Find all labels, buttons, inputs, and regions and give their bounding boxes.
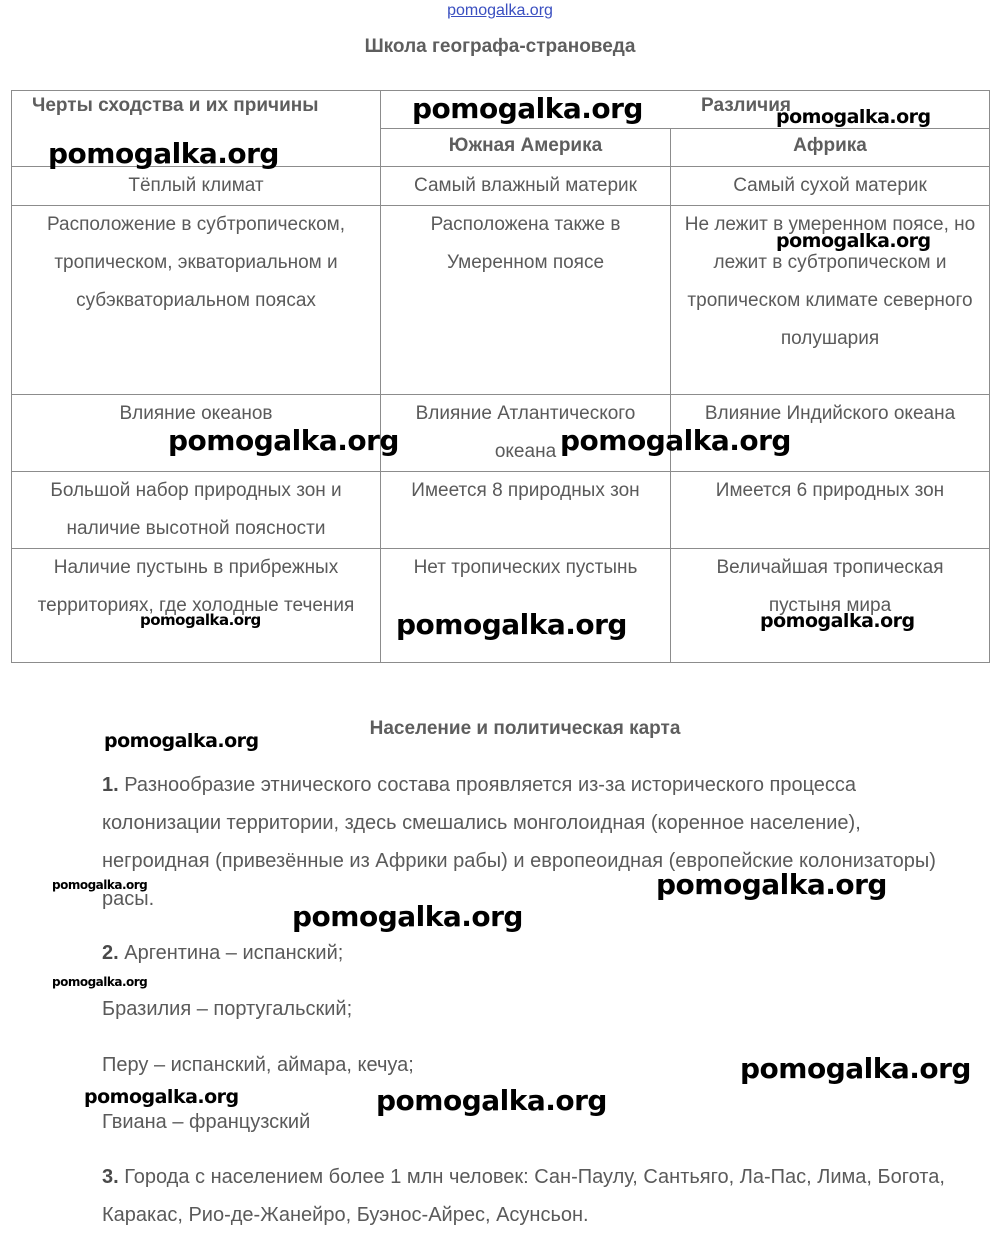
page-title: Школа географа-страноведа bbox=[364, 36, 636, 57]
cell-south-america: Расположена также в Умеренном поясе bbox=[381, 206, 671, 395]
watermark: pomogalka.org bbox=[412, 92, 643, 125]
watermark: pomogalka.org bbox=[48, 137, 279, 170]
cell-africa: Имеется 6 природных зон bbox=[671, 472, 990, 549]
table-row bbox=[12, 549, 990, 663]
watermark: pomogalka.org bbox=[776, 230, 931, 252]
watermark: pomogalka.org bbox=[776, 106, 931, 128]
watermark: pomogalka.org bbox=[52, 878, 148, 892]
header-africa: Африка bbox=[671, 129, 990, 167]
cell-africa: Влияние Индийского океана bbox=[671, 395, 990, 472]
watermark: pomogalka.org bbox=[560, 424, 791, 457]
cell-south-america: Имеется 8 природных зон bbox=[381, 472, 671, 549]
header-differences: Различия bbox=[381, 91, 990, 129]
cell-south-america: Нет тропических пустынь bbox=[381, 549, 671, 663]
table-row bbox=[12, 395, 990, 472]
cell-similar: Тёплый климат bbox=[12, 167, 381, 206]
answer-1-text: Разнообразие этнического состава проявляется из-за исторического процесса колонизации территории, здесь смешались монголоидная (коренное население), негроидная (привезённые из Африки рабы) и европеоидная (европейские колонизаторы) расы. bbox=[102, 774, 936, 910]
cell-similar: Наличие пустынь в прибрежных территориях, где холодные течения bbox=[12, 549, 381, 663]
header-south-america: Южная Америка bbox=[381, 129, 671, 167]
answer-3-number: 3. bbox=[102, 1166, 119, 1188]
answer-2-line-1 bbox=[102, 934, 962, 972]
watermark: pomogalka.org bbox=[376, 1084, 607, 1117]
section-title: Население и политическая карта bbox=[369, 718, 681, 739]
cell-similar: Расположение в субтропическом, тропическом, экваториальном и субэкваториальном поясах bbox=[12, 206, 381, 395]
watermark: pomogalka.org bbox=[656, 868, 887, 901]
watermark: pomogalka.org bbox=[740, 1052, 971, 1085]
answer-2-text: Аргентина – испанский; bbox=[124, 942, 344, 964]
answer-2-line-2: Бразилия – португальский; bbox=[102, 998, 353, 1020]
cell-south-america: Влияние Атлантического океана bbox=[381, 395, 671, 472]
cell-similar: Влияние океанов bbox=[12, 395, 381, 472]
answer-1-number: 1. bbox=[102, 774, 119, 796]
cell-similar: Большой набор природных зон и наличие высотной поясности bbox=[12, 472, 381, 549]
cell-africa: Самый сухой материк bbox=[671, 167, 990, 206]
comparison-table bbox=[11, 90, 990, 663]
watermark: pomogalka.org bbox=[760, 610, 915, 632]
answer-2-line-4: Гвиана – французский bbox=[102, 1111, 311, 1133]
watermark: pomogalka.org bbox=[104, 730, 259, 752]
answer-2-line-3: Перу – испанский, аймара, кечуа; bbox=[102, 1054, 414, 1076]
header-similarities: Черты сходства и их причины bbox=[12, 91, 381, 167]
cell-africa: Не лежит в умеренном поясе, но лежит в субтропическом и тропическом климате северного полушария bbox=[671, 206, 990, 395]
table-row bbox=[12, 167, 990, 206]
watermark: pomogalka.org bbox=[84, 1086, 239, 1108]
answer-2-number: 2. bbox=[102, 942, 119, 964]
watermark: pomogalka.org bbox=[396, 608, 627, 641]
watermark: pomogalka.org bbox=[292, 900, 523, 933]
watermark: pomogalka.org bbox=[168, 424, 399, 457]
cell-africa: Величайшая тропическая пустыня мира bbox=[671, 549, 990, 663]
site-link[interactable]: pomogalka.org bbox=[447, 2, 553, 19]
answer-3-text: Города с населением более 1 млн человек: Сан-Паулу, Сантьяго, Ла-Пас, Лима, Богота, Каракас, Рио-де-Жанейро, Буэнос-Айрес, Асунсьон. bbox=[102, 1166, 945, 1226]
cell-south-america: Самый влажный материк bbox=[381, 167, 671, 206]
table-row bbox=[12, 472, 990, 549]
answer-3 bbox=[102, 1158, 962, 1234]
watermark: pomogalka.org bbox=[140, 611, 261, 629]
watermark: pomogalka.org bbox=[52, 975, 148, 989]
